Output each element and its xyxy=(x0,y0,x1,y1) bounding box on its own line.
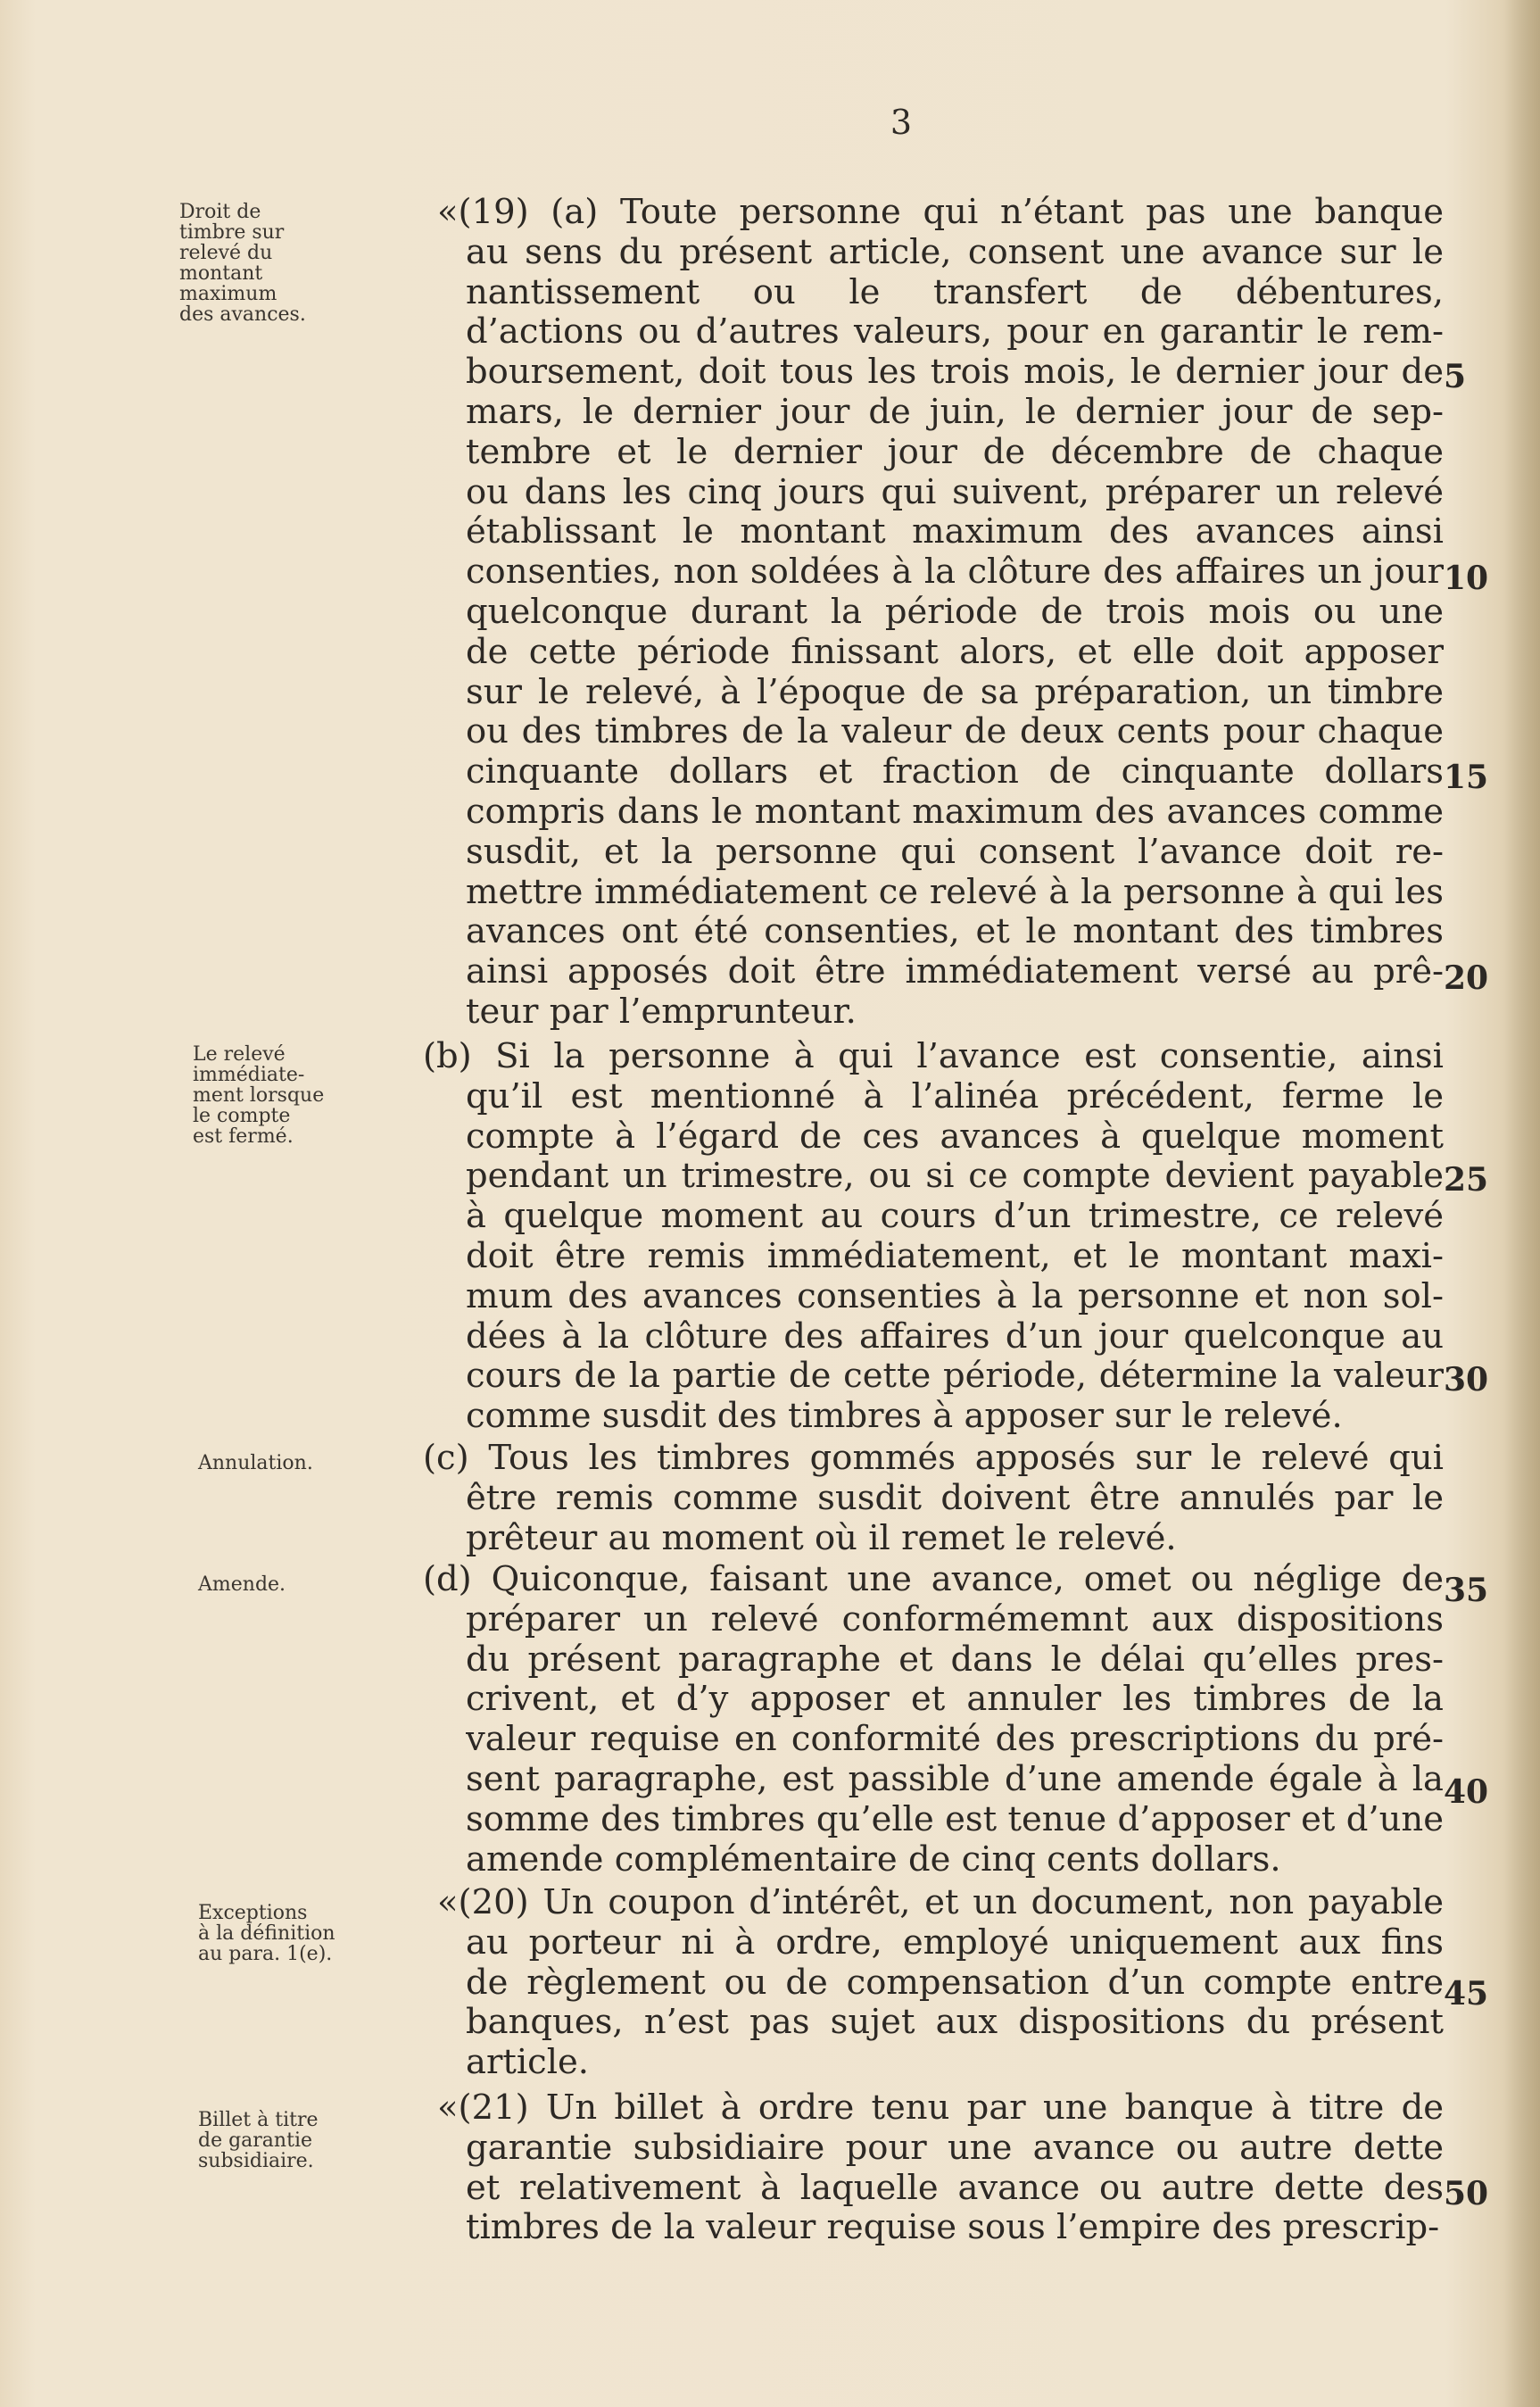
paragraph-line: au sens du présent article, consent une avance sur le xyxy=(466,232,1444,272)
margin-note-releve-immediatement xyxy=(193,1044,407,1147)
paragraph-line: au porteur ni à ordre, employé uniquement aux fins xyxy=(466,1922,1444,1963)
paragraph-line: avances ont été consenties, et le montant des timbres xyxy=(466,912,1444,952)
paragraph-21 xyxy=(419,2088,1444,2248)
paragraph-line: consenties, non soldées à la clôture des affaires un jour xyxy=(466,552,1444,593)
paragraph-line: banques, n’est pas sujet aux dispositions du présent xyxy=(466,2003,1444,2043)
margin-note-droit-de-timbre xyxy=(179,202,393,325)
line-number: 35 xyxy=(1444,1572,1489,1609)
margin-note-line: Billet à titre xyxy=(198,2109,319,2131)
margin-note-line: est fermé. xyxy=(193,1125,294,1148)
paragraph-line: qu’il est mentionné à l’alinéa précédent, ferme le xyxy=(466,1076,1444,1116)
paragraph-line: article. xyxy=(466,2042,590,2083)
line-number: 15 xyxy=(1444,759,1489,796)
paragraph-line: ou dans les cinq jours qui suivent, préparer un relevé xyxy=(466,472,1444,512)
paragraph-line: sur le relevé, à l’époque de sa préparation, un timbre xyxy=(466,672,1444,712)
margin-note-line: Droit de xyxy=(179,201,261,223)
line-number: 45 xyxy=(1444,1975,1489,2013)
margin-note-line: relevé du xyxy=(179,242,273,264)
margin-note-billet xyxy=(198,2110,412,2171)
paragraph-line: mars, le dernier jour de juin, le dernier jour de sep- xyxy=(466,392,1444,432)
margin-note-line: à la définition xyxy=(198,1922,335,1945)
line-number: 20 xyxy=(1444,959,1489,997)
margin-note-line: le compte xyxy=(193,1105,291,1127)
paragraph-line: somme des timbres qu’elle est tenue d’apposer et d’une xyxy=(466,1799,1444,1839)
paragraph-line: ainsi apposés doit être immédiatement versé au prê- xyxy=(466,952,1444,992)
paragraph-line: mum des avances consenties à la personne et non sol- xyxy=(466,1276,1444,1316)
line-number: 25 xyxy=(1444,1161,1489,1199)
margin-note-line: montant xyxy=(179,262,263,285)
margin-note-line: immédiate- xyxy=(193,1064,305,1086)
paragraph-line: crivent, et d’y apposer et annuler les timbres de la xyxy=(466,1680,1444,1720)
margin-note-line: Le relevé xyxy=(193,1043,286,1066)
paragraph-line: être remis comme susdit doivent être annulés par le xyxy=(466,1478,1444,1518)
paragraph-line: ou des timbres de la valeur de deux cents pour chaque xyxy=(466,712,1444,752)
page-number: 3 xyxy=(890,103,913,142)
paragraph-line: «(21) Un billet à ordre tenu par une banque à titre de xyxy=(437,2088,1444,2128)
margin-note-line: subsidiaire. xyxy=(198,2150,314,2172)
paragraph-line: comme susdit des timbres à apposer sur le relevé. xyxy=(466,1396,1343,1437)
line-number: 30 xyxy=(1444,1361,1489,1399)
margin-note-line: au para. 1(e). xyxy=(198,1943,333,1965)
margin-note-line: maximum xyxy=(179,283,277,305)
paragraph-line: doit être remis immédiatement, et le montant maxi- xyxy=(466,1236,1444,1276)
paragraph-line: susdit, et la personne qui consent l’avance doit re- xyxy=(466,832,1444,872)
paragraph-line: (b) Si la personne à qui l’avance est consentie, ainsi xyxy=(423,1037,1444,1076)
paragraph-line: dées à la clôture des affaires d’un jour quelconque au xyxy=(466,1316,1444,1357)
margin-note-line: Amende. xyxy=(198,1573,286,1596)
page-spine-shadow xyxy=(1504,0,1540,2407)
paragraph-line: cours de la partie de cette période, détermine la valeur xyxy=(466,1357,1444,1397)
paragraph-line: quelconque durant la période de trois mois ou une xyxy=(466,592,1444,632)
paragraph-line: établissant le montant maximum des avances ainsi xyxy=(466,512,1444,552)
paragraph-line: «(19) (a) Toute personne qui n’étant pas une banque xyxy=(437,193,1444,232)
paragraph-line: amende complémentaire de cinq cents dollars. xyxy=(466,1838,1281,1880)
paragraph-line: «(20) Un coupon d’intérêt, et un document, non payable xyxy=(437,1883,1444,1922)
paragraph-line: mettre immédiatement ce relevé à la personne à qui les xyxy=(466,872,1444,912)
margin-note-exceptions xyxy=(198,1903,412,1964)
paragraph-line: teur par l’emprunteur. xyxy=(466,991,857,1032)
paragraph-line: tembre et le dernier jour de décembre de chaque xyxy=(466,432,1444,472)
paragraph-line: nantissement ou le transfert de débentures, xyxy=(466,272,1444,312)
paragraph-line: boursement, doit tous les trois mois, le dernier jour de xyxy=(466,353,1444,393)
paragraph-19c xyxy=(419,1439,1444,1558)
paragraph-line: à quelque moment au cours d’un trimestre, ce relevé xyxy=(466,1197,1444,1237)
line-number: 5 xyxy=(1444,358,1467,395)
paragraph-line: valeur requise en conformité des prescriptions du pré- xyxy=(466,1720,1444,1760)
paragraph-line: garantie subsidiaire pour une avance ou autre dette xyxy=(466,2128,1444,2168)
margin-note-line: Exceptions xyxy=(198,1902,308,1924)
margin-note-line: ment lorsque xyxy=(193,1084,325,1107)
margin-note-line: timbre sur xyxy=(179,221,285,244)
margin-note-line: Annulation. xyxy=(198,1452,313,1474)
line-number: 50 xyxy=(1444,2175,1489,2212)
margin-note-amende xyxy=(198,1574,412,1595)
paragraph-line: pendant un trimestre, ou si ce compte devient payable xyxy=(466,1157,1444,1197)
paragraph-19d xyxy=(419,1560,1444,1880)
paragraph-line: (c) Tous les timbres gommés apposés sur le relevé qui xyxy=(423,1439,1444,1478)
margin-note-line: de garantie xyxy=(198,2129,312,2152)
paragraph-line: d’actions ou d’autres valeurs, pour en garantir le rem- xyxy=(466,312,1444,353)
paragraph-line: et relativement à laquelle avance ou autre dette des xyxy=(466,2168,1444,2208)
paragraph-line: sent paragraphe, est passible d’une amende égale à la xyxy=(466,1759,1444,1799)
paragraph-20 xyxy=(419,1883,1444,2083)
paragraph-line: de cette période finissant alors, et elle doit apposer xyxy=(466,632,1444,672)
paragraph-19b xyxy=(419,1037,1444,1437)
paragraph-line: du présent paragraphe et dans le délai qu’elles pres- xyxy=(466,1639,1444,1680)
paragraph-line: timbres de la valeur requise sous l’empire des prescrip- xyxy=(466,2207,1440,2248)
paragraph-19a xyxy=(419,193,1444,1033)
paragraph-line: compris dans le montant maximum des avances comme xyxy=(466,792,1444,832)
paragraph-line: (d) Quiconque, faisant une avance, omet ou néglige de xyxy=(423,1560,1444,1599)
paragraph-line: de règlement ou de compensation d’un compte entre xyxy=(466,1963,1444,2003)
line-number: 10 xyxy=(1444,560,1489,597)
line-number: 40 xyxy=(1444,1773,1489,1811)
paragraph-line: préparer un relevé conformémemnt aux dispositions xyxy=(466,1599,1444,1639)
paragraph-line: prêteur au moment où il remet le relevé. xyxy=(466,1517,1177,1558)
paragraph-line: cinquante dollars et fraction de cinquante dollars xyxy=(466,752,1444,793)
paragraph-line: compte à l’égard de ces avances à quelque moment xyxy=(466,1116,1444,1157)
margin-note-annulation xyxy=(198,1453,412,1473)
margin-note-line: des avances. xyxy=(179,303,306,326)
